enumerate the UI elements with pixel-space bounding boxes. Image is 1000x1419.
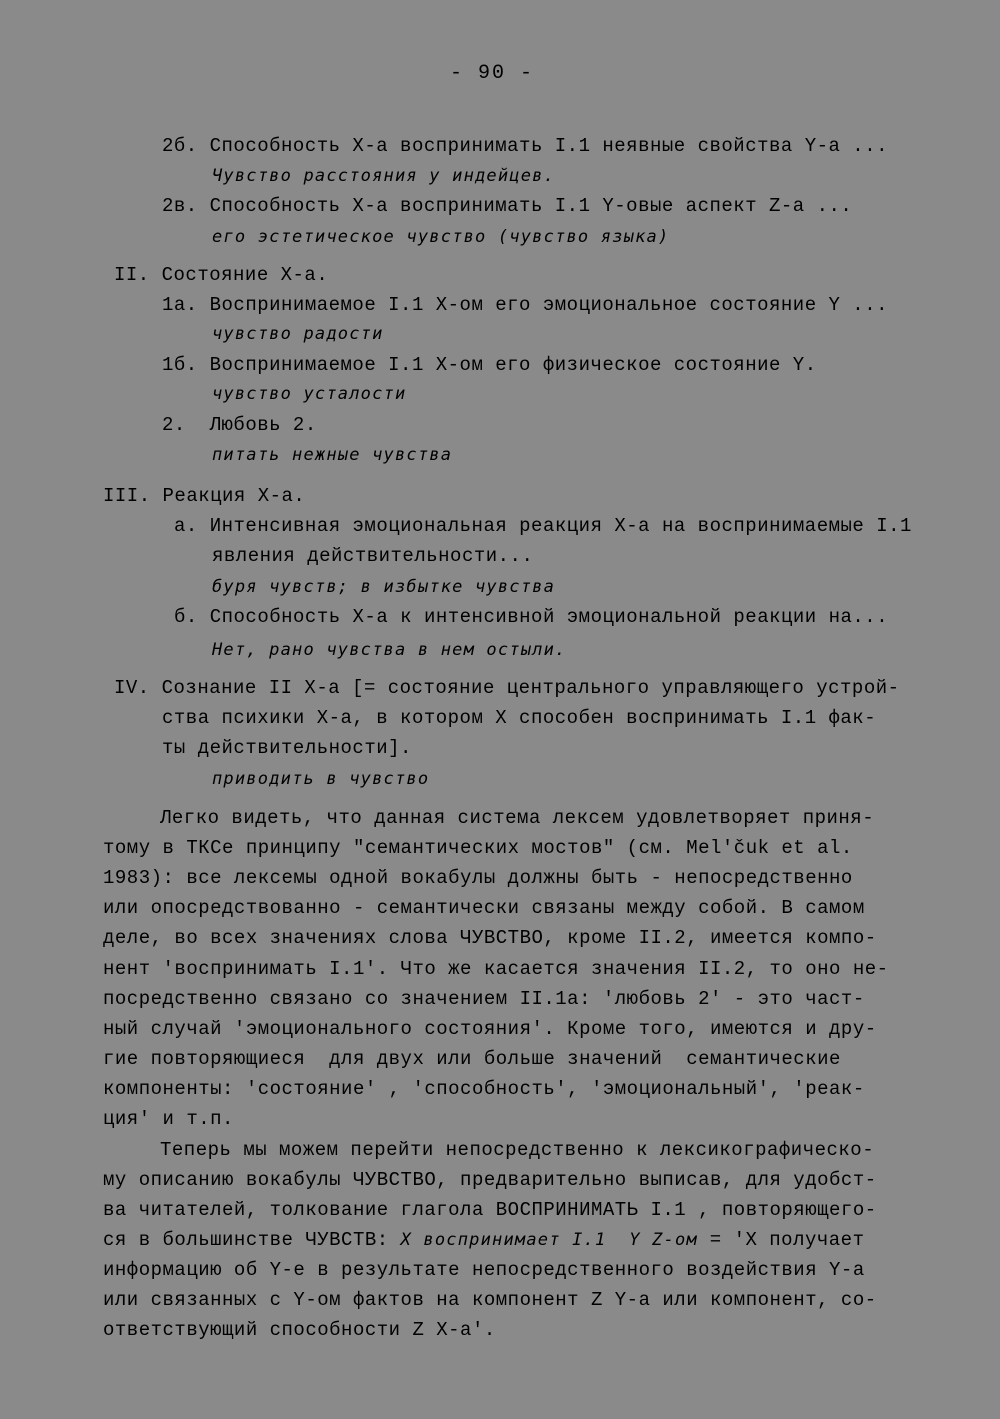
paragraph-line: Легко видеть, что данная система лексем удовлетворяет приня- xyxy=(160,807,875,829)
paragraph-line: компоненты: 'состояние' , 'способность', 'эмоциональный', 'реак- xyxy=(103,1078,865,1100)
line-end: = 'Х получает xyxy=(697,1229,865,1251)
paragraph-line: нент 'воспринимать I.1'. Что же касается значения II.2, то оно не- xyxy=(103,958,889,980)
formula-italic: Х воспринимает I.1 Y Z-ом xyxy=(400,1230,698,1250)
paragraph-line: му описанию вокабулы ЧУВСТВО, предварительно выписав, для удобст- xyxy=(103,1169,877,1191)
section-heading: III. Реакция Х-а. xyxy=(103,485,306,507)
text-line: 2. Любовь 2. xyxy=(162,414,317,436)
paragraph-line: информацию об Y-е в результате непосредственного воздействия Y-а xyxy=(103,1259,865,1281)
example-line: приводить в чувство xyxy=(212,769,430,789)
text-line: 2б. Способность Х-а воспринимать I.1 неявные свойства Y-а ... xyxy=(162,135,889,157)
paragraph-line: тому в ТКСе принципу "семантических мостов" (см. Mel'čuk et al. xyxy=(103,837,853,859)
paragraph-line: 1983): все лексемы одной вокабулы должны быть - непосредственно xyxy=(103,867,853,889)
text-line: б. Способность Х-а к интенсивной эмоциональной реакции на... xyxy=(174,606,889,628)
example-line: Чувство расстояния у индейцев. xyxy=(212,166,556,186)
paragraph-line: посредственно связано со значением II.1а: 'любовь 2' - это част- xyxy=(103,988,865,1010)
paragraph-line: ответствующий способности Z Х-а'. xyxy=(103,1319,496,1341)
page-number: - 90 - xyxy=(450,62,535,85)
text-line: 1а. Воспринимаемое I.1 Х-ом его эмоциональное состояние Y ... xyxy=(162,294,889,316)
text-line: ты действительности]. xyxy=(162,737,412,759)
paragraph-line: ный случай 'эмоционального состояния'. Кроме того, имеются и дру- xyxy=(103,1018,877,1040)
paragraph-line: или связанных с Y-ом фактов на компонент Z Y-а или компонент, со- xyxy=(103,1289,877,1311)
paragraph-line: деле, во всех значениях слова ЧУВСТВО, кроме II.2, имеется компо- xyxy=(103,927,877,949)
paragraph-line: ва читателей, толкование глагола ВОСПРИНИМАТЬ I.1 , повторяющего- xyxy=(103,1199,877,1221)
example-line: его эстетическое чувство (чувство языка) xyxy=(212,227,670,247)
paragraph-line: или опосредствованно - семантически связаны между собой. В самом xyxy=(103,897,865,919)
line-start: ся в большинстве ЧУВСТВ: xyxy=(103,1229,401,1251)
paragraph-line xyxy=(103,1228,865,1252)
text-line: а. Интенсивная эмоциональная реакция Х-а на воспринимаемые I.1 xyxy=(174,515,912,537)
text-line: 2в. Способность Х-а воспринимать I.1 Y-овые аспект Z-а ... xyxy=(162,195,853,217)
text-line: явления действительности... xyxy=(212,545,534,567)
example-line: питать нежные чувства xyxy=(212,445,453,465)
paragraph-line: Теперь мы можем перейти непосредственно к лексикографическо- xyxy=(160,1139,875,1161)
example-line: Нет, рано чувства в нем остыли. xyxy=(212,640,567,660)
paragraph-line: ция' и т.п. xyxy=(103,1108,234,1130)
example-line: чувство усталости xyxy=(212,384,407,404)
section-heading: IV. Сознание II Х-а [= состояние центрального управляющего устрой- xyxy=(114,677,900,699)
paragraph-line: гие повторяющиеся для двух или больше значений семантические xyxy=(103,1048,841,1070)
section-heading: II. Состояние Х-а. xyxy=(114,264,329,286)
text-line: 1б. Воспринимаемое I.1 Х-ом его физическое состояние Y. xyxy=(162,354,817,376)
example-line: буря чувств; в избытке чувства xyxy=(212,577,556,597)
text-line: ства психики Х-а, в котором Х способен воспринимать I.1 фак- xyxy=(162,707,877,729)
example-line: чувство радости xyxy=(212,324,384,344)
